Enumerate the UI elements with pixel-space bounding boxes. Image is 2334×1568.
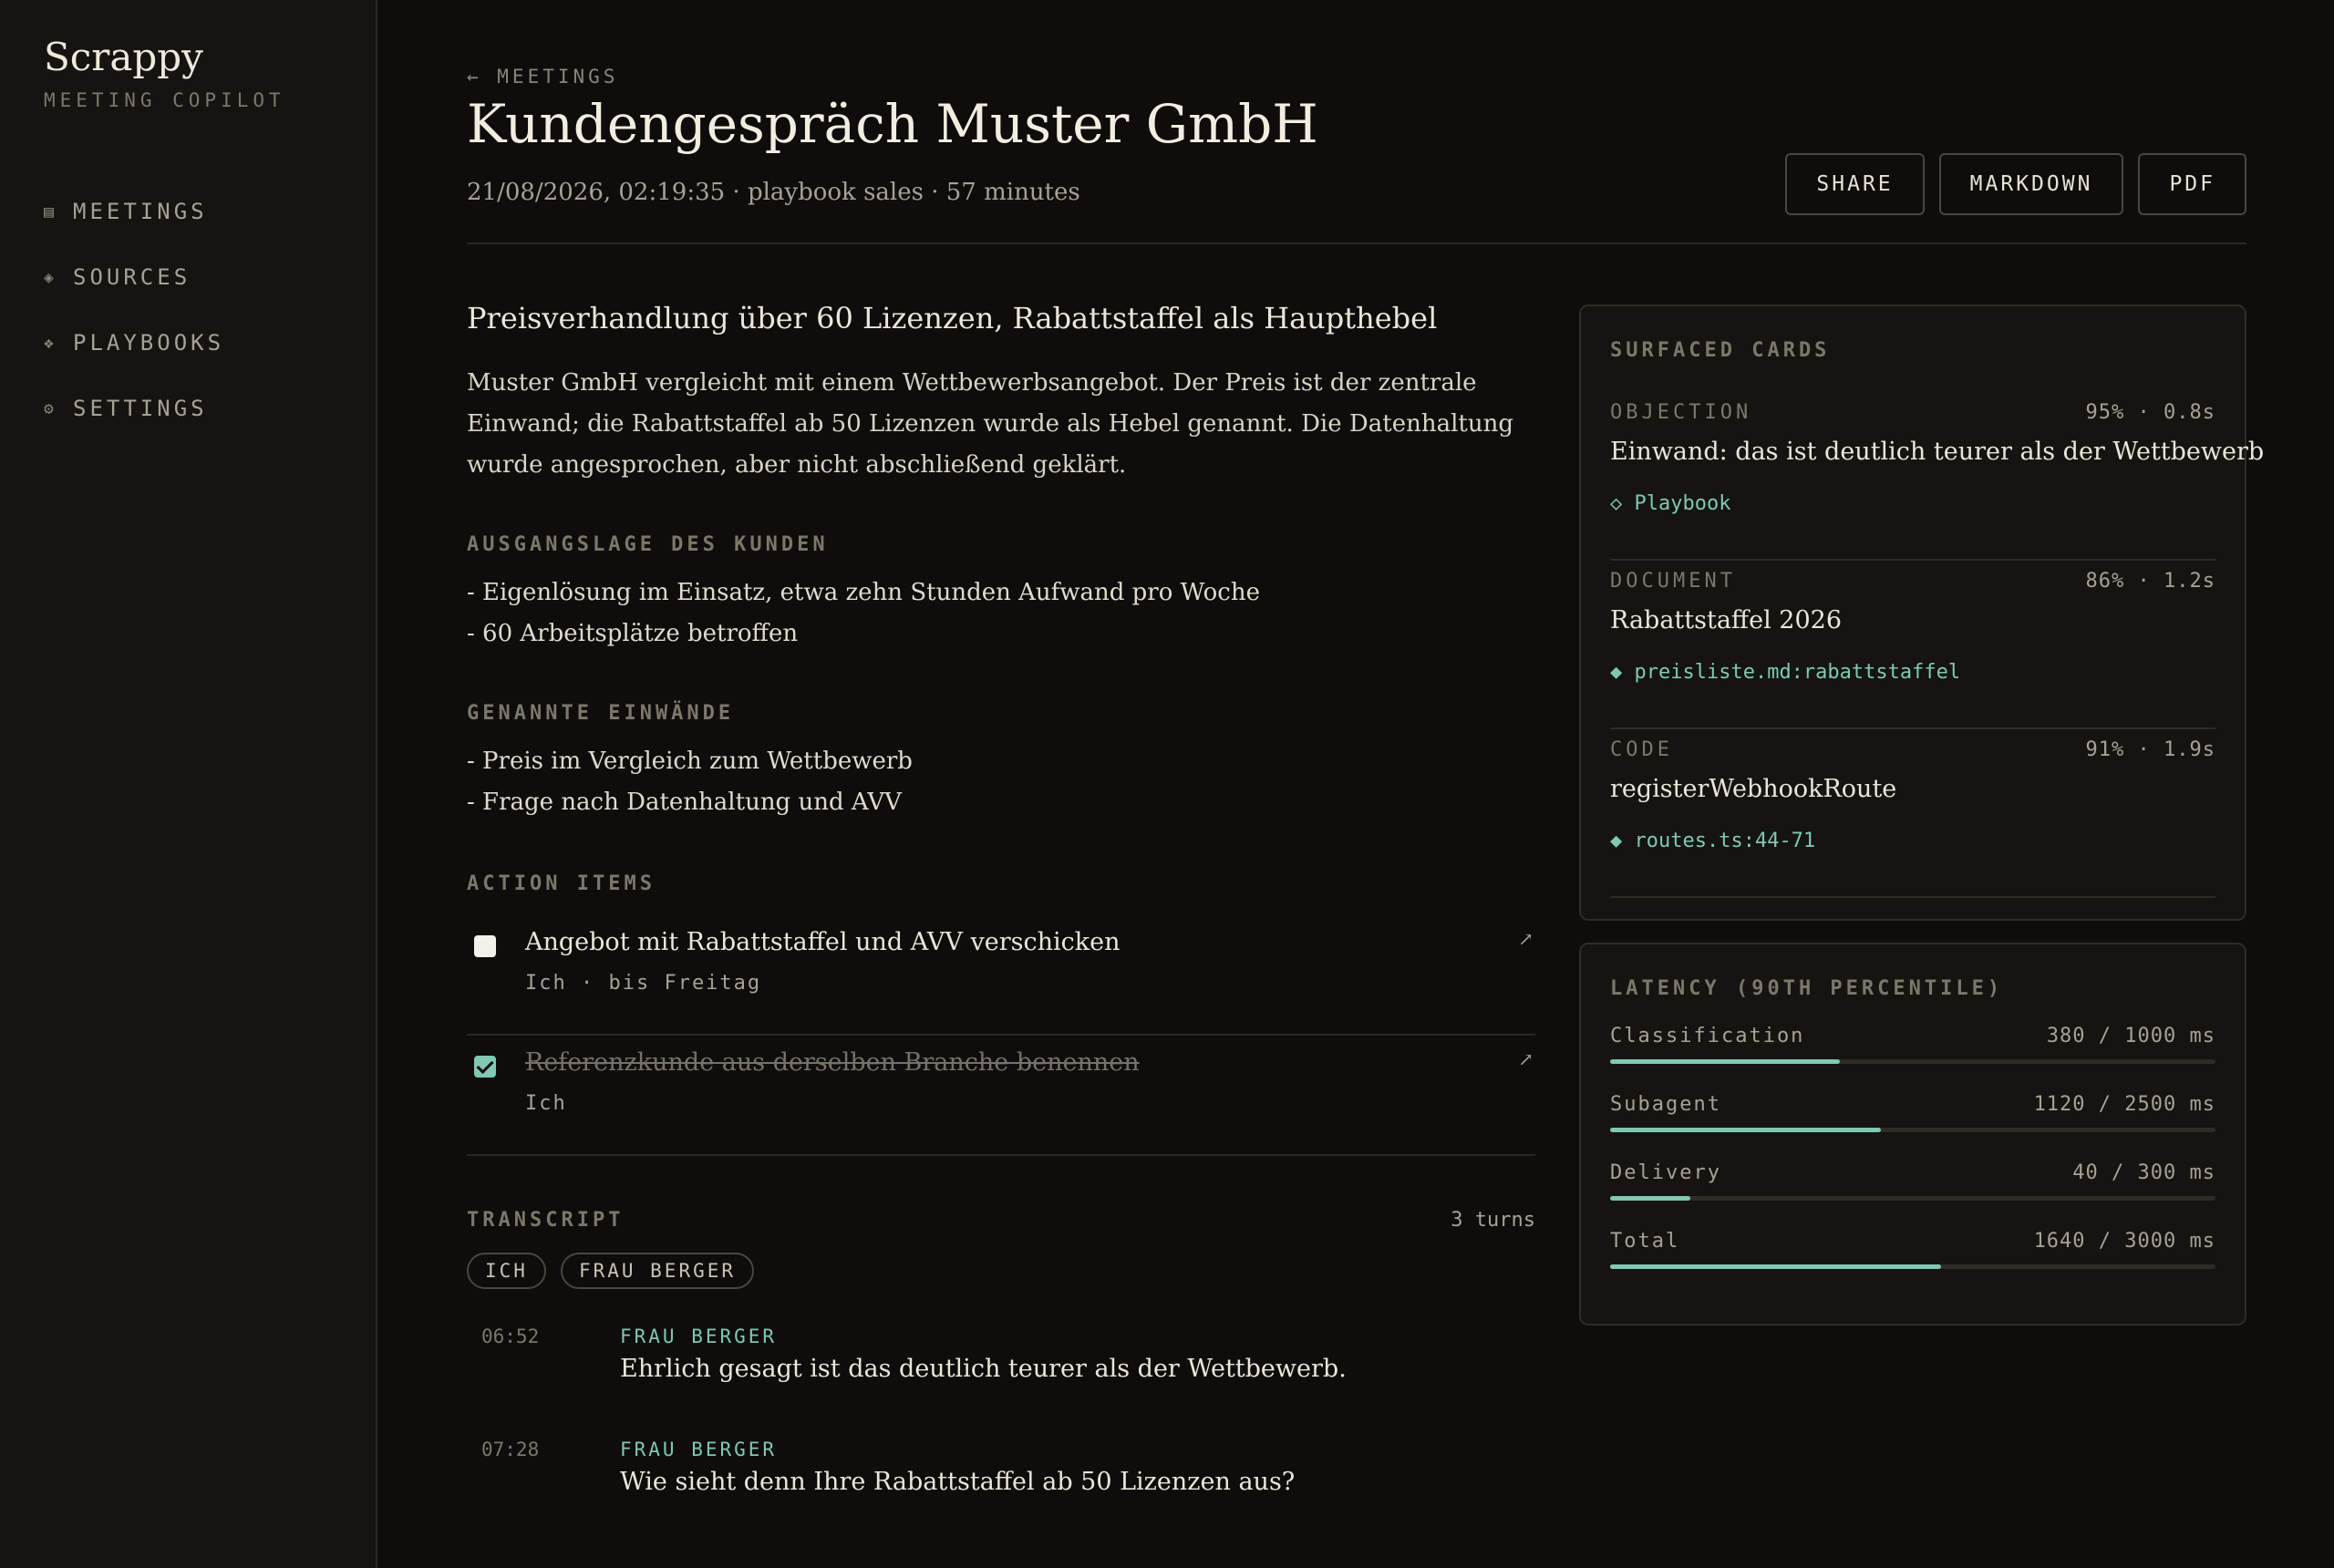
transcript-header xyxy=(467,1209,1535,1236)
card-type: DOCUMENT xyxy=(1610,570,1736,593)
card-source: preisliste.md:rabattstaffel xyxy=(1634,661,1961,684)
latency-bar xyxy=(1610,1059,2215,1064)
latency-row-total xyxy=(1610,1230,2215,1284)
latency-bar xyxy=(1610,1128,2215,1132)
diamond-icon: ◆ xyxy=(1610,830,1623,852)
sidebar-item-playbooks[interactable] xyxy=(44,310,224,376)
card-source: Playbook xyxy=(1634,492,1731,515)
gear-icon: ⚙ xyxy=(44,398,57,418)
latency-bar xyxy=(1610,1196,2215,1201)
summary-text: Muster GmbH vergleicht mit einem Wettbewerbsangebot. Der Preis ist der zentrale Einwand; die Rabattstaffel ab 50 Lizenzen wurde als Hebel genannt. Die Datenhaltung wurde angesprochen, aber nicht abschließend geklärt. xyxy=(467,369,1513,479)
action-item-checkbox[interactable] xyxy=(474,935,496,957)
playbook-icon: ❖ xyxy=(44,333,57,353)
latency-value: 40 / 300 ms xyxy=(2072,1161,2215,1184)
surfaced-card-document[interactable] xyxy=(1610,559,2215,729)
turn-speaker: FRAU BERGER xyxy=(620,1439,778,1460)
back-to-meetings-link[interactable]: ← MEETINGS xyxy=(467,66,619,88)
action-item xyxy=(467,915,1535,1036)
card-source-link[interactable] xyxy=(1610,830,1815,852)
card-type: OBJECTION xyxy=(1610,401,1752,424)
summary-column xyxy=(467,301,1535,1552)
brand-name: Scrappy xyxy=(44,35,203,79)
meeting-meta: 21/08/2026, 02:19:35 · playbook sales · 57 minutes xyxy=(467,179,1080,206)
action-item-checkbox-checked[interactable] xyxy=(474,1056,496,1078)
card-title: Einwand: das ist deutlich teurer als der Wettbewerb xyxy=(1610,438,2265,466)
speaker-chip-frau-berger[interactable]: FRAU BERGER xyxy=(561,1253,754,1289)
section-heading: AUSGANGSLAGE DES KUNDEN xyxy=(467,533,829,556)
sidebar-item-label: SOURCES xyxy=(73,264,191,290)
card-type: CODE xyxy=(1610,738,1673,761)
external-link-icon[interactable]: ↗ xyxy=(1518,928,1534,950)
markdown-button[interactable]: MARKDOWN xyxy=(1939,153,2124,215)
latency-value: 380 / 1000 ms xyxy=(2046,1025,2215,1047)
transcript-heading: TRANSCRIPT xyxy=(467,1209,625,1232)
latency-bar-fill xyxy=(1610,1128,1881,1132)
sidebar-item-settings[interactable] xyxy=(44,376,224,441)
turn-speaker: FRAU BERGER xyxy=(620,1326,778,1347)
card-title: registerWebhookRoute xyxy=(1610,775,1897,803)
page-title: Kundengespräch Muster GmbH xyxy=(467,93,1318,155)
turn-timestamp[interactable]: 06:52 xyxy=(481,1326,540,1347)
diamond-icon: ◈ xyxy=(44,267,57,287)
bullet-list xyxy=(467,573,1535,655)
surfaced-cards-panel xyxy=(1579,304,2265,921)
surfaced-card-code[interactable] xyxy=(1610,727,2215,898)
card-source-link[interactable] xyxy=(1610,661,1960,684)
latency-bar xyxy=(1610,1264,2215,1269)
speaker-chip-ich[interactable]: ICH xyxy=(467,1253,546,1289)
latency-name: Subagent xyxy=(1610,1093,1721,1116)
sidebar-item-label: SETTINGS xyxy=(73,396,208,421)
sidebar-item-meetings[interactable] xyxy=(44,179,224,244)
section-heading: GENANNTE EINWÄNDE xyxy=(467,702,735,725)
list-item: - Frage nach Datenhaltung und AVV xyxy=(467,789,902,816)
latency-bar-fill xyxy=(1610,1196,1690,1201)
card-source-link[interactable] xyxy=(1610,492,1730,515)
bullet-list xyxy=(467,741,1535,823)
surfaced-cards-heading: SURFACED CARDS xyxy=(1610,339,1831,362)
latency-heading: LATENCY (90TH PERCENTILE) xyxy=(1610,977,2004,1000)
list-icon: ▤ xyxy=(44,201,57,222)
latency-name: Delivery xyxy=(1610,1161,1721,1184)
sidebar-item-label: PLAYBOOKS xyxy=(73,330,225,356)
list-item: - 60 Arbeitsplätze betroffen xyxy=(467,620,799,647)
speaker-filter xyxy=(467,1253,1535,1289)
latency-row-subagent xyxy=(1610,1093,2215,1148)
latency-name: Total xyxy=(1610,1230,1680,1253)
main-content xyxy=(467,0,2265,1568)
sidebar xyxy=(0,0,377,1568)
action-items-list xyxy=(467,915,1535,1156)
action-item-title: Referenzkunde aus derselben Branche benennen xyxy=(525,1048,1140,1077)
external-link-icon[interactable]: ↗ xyxy=(1518,1048,1534,1070)
latency-bar-fill xyxy=(1610,1059,1840,1064)
card-title: Rabattstaffel 2026 xyxy=(1610,606,1843,634)
action-item-owner: Ich xyxy=(525,1092,567,1115)
outline-diamond-icon: ◇ xyxy=(1610,492,1623,515)
action-item xyxy=(467,1036,1535,1156)
latency-row-classification xyxy=(1610,1025,2215,1079)
action-items-heading: ACTION ITEMS xyxy=(467,872,656,895)
pdf-button[interactable]: PDF xyxy=(2138,153,2246,215)
export-actions xyxy=(1785,153,2246,215)
transcript-list xyxy=(467,1326,1535,1552)
latency-panel xyxy=(1579,943,2246,1326)
turn-text: Wie sieht denn Ihre Rabattstaffel ab 50 Lizenzen aus? xyxy=(620,1468,1296,1496)
sidebar-nav xyxy=(44,179,224,441)
card-source: routes.ts:44-71 xyxy=(1634,830,1816,852)
action-item-title: Angebot mit Rabattstaffel und AVV verschicken xyxy=(525,928,1121,956)
brand-subtitle: MEETING COPILOT xyxy=(44,89,285,111)
header-divider xyxy=(467,242,2246,244)
summary-headline: Preisverhandlung über 60 Lizenzen, Rabattstaffel als Haupthebel xyxy=(467,301,1438,335)
list-item: - Eigenlösung im Einsatz, etwa zehn Stunden Aufwand pro Woche xyxy=(467,579,1260,606)
latency-row-delivery xyxy=(1610,1161,2215,1216)
transcript-turn xyxy=(467,1326,1535,1439)
transcript-turn-count: 3 turns xyxy=(1451,1209,1535,1232)
share-button[interactable]: SHARE xyxy=(1785,153,1924,215)
sidebar-item-label: MEETINGS xyxy=(73,199,208,224)
card-score: 91% · 1.9s xyxy=(2085,738,2215,761)
list-item: - Preis im Vergleich zum Wettbewerb xyxy=(467,748,913,775)
sidebar-item-sources[interactable] xyxy=(44,244,224,310)
card-score: 95% · 0.8s xyxy=(2085,401,2215,424)
transcript-turn xyxy=(467,1439,1535,1552)
latency-name: Classification xyxy=(1610,1025,1805,1047)
card-score: 86% · 1.2s xyxy=(2085,570,2215,593)
latency-bar-fill xyxy=(1610,1264,1941,1269)
latency-value: 1120 / 2500 ms xyxy=(2033,1093,2215,1116)
diamond-icon: ◆ xyxy=(1610,661,1623,684)
turn-timestamp[interactable]: 07:28 xyxy=(481,1439,540,1460)
surfaced-card-objection[interactable] xyxy=(1610,390,2265,561)
action-item-owner: Ich · bis Freitag xyxy=(525,972,762,995)
latency-value: 1640 / 3000 ms xyxy=(2033,1230,2215,1253)
turn-text: Ehrlich gesagt ist das deutlich teurer als der Wettbewerb. xyxy=(620,1355,1347,1383)
